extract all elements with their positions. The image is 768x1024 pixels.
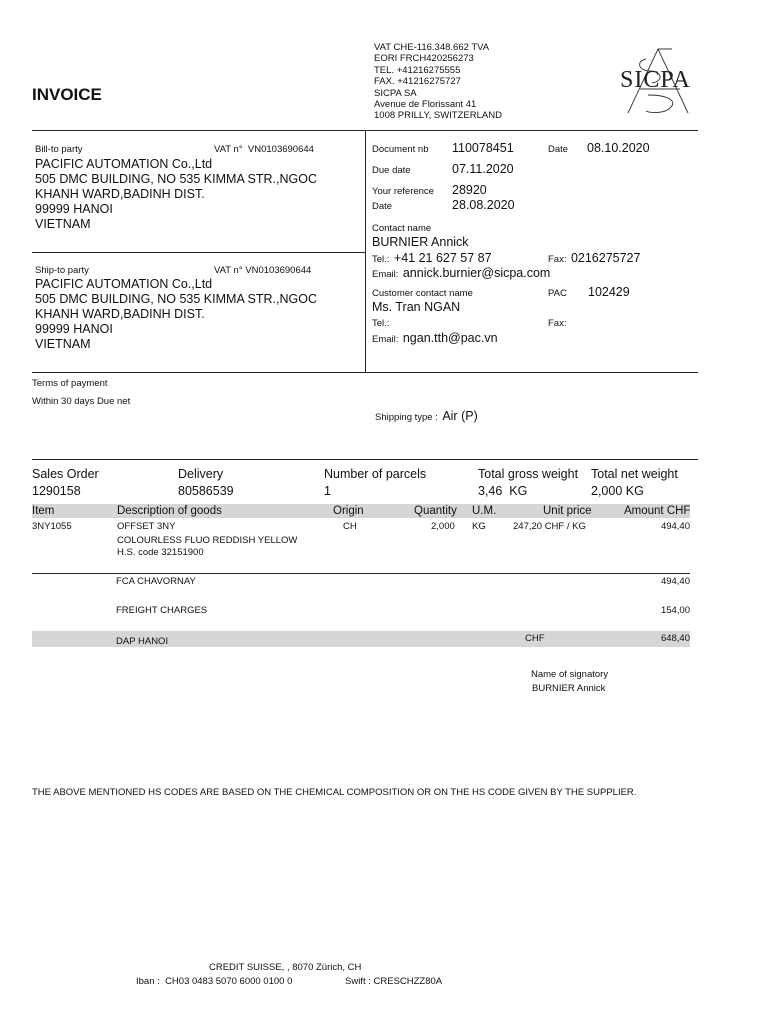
parcels-label: Number of parcels — [324, 467, 427, 481]
address-line: 99999 HANOI — [35, 202, 113, 216]
row-quantity: 2,000 — [431, 521, 455, 532]
address-line: 505 DMC BUILDING, NO 535 KIMMA STR.,NGOC — [35, 172, 318, 186]
ship-to-address — [35, 277, 317, 352]
bank-name: CREDIT SUISSE, , 8070 Zürich, CH — [209, 962, 362, 973]
company-vat: VAT CHE-116.348.662 TVA — [374, 42, 490, 53]
signatory-name: BURNIER Annick — [532, 683, 606, 694]
freight-label: FREIGHT CHARGES — [116, 605, 208, 616]
bill-to-address — [35, 157, 317, 232]
col-description: Description of goods — [117, 505, 222, 517]
terms-label: Terms of payment — [32, 378, 108, 389]
bank-swift — [345, 976, 442, 987]
customer-tel-label: Tel.: — [372, 318, 390, 329]
row-amount: 494,40 — [660, 521, 690, 532]
swift-label: Swift : — [345, 976, 371, 987]
parcels: 1 — [324, 484, 331, 498]
customer-email — [372, 329, 498, 347]
dap-label: DAP HANOI — [116, 636, 169, 647]
signatory-label: Name of signatory — [531, 669, 609, 680]
contact-email — [372, 264, 550, 282]
iban-value: CH03 0483 5070 6000 0100 0 — [165, 976, 293, 987]
doc-date: 08.10.2020 — [587, 141, 650, 155]
hs-code-note: THE ABOVE MENTIONED HS CODES ARE BASED ON THE CHEMICAL COMPOSITION OR ON THE HS CODE GIVEN BY THE SUPPLIER. — [32, 787, 637, 798]
page-title: INVOICE — [32, 85, 102, 104]
email-value[interactable]: ngan.tth@pac.vn — [402, 331, 498, 345]
bill-to-label: Bill-to party — [35, 144, 83, 155]
delivery: 80586539 — [178, 484, 234, 498]
vat-label: VAT n° — [214, 144, 243, 155]
company-name: SICPA SA — [374, 87, 417, 99]
tel-value: +41 21 627 57 87 — [393, 251, 492, 265]
due-date: 07.11.2020 — [452, 162, 514, 176]
row-desc-1: OFFSET 3NY — [117, 521, 176, 532]
shipping-label: Shipping type : — [375, 412, 438, 423]
fax-value: 0216275727 — [570, 251, 641, 265]
col-amount: Amount CHF — [624, 505, 691, 517]
email-value[interactable]: annick.burnier@sicpa.com — [402, 266, 551, 280]
gross-weight-value: 3,46 — [478, 484, 503, 498]
doc-nb: 110078451 — [452, 141, 514, 155]
address-line: KHANH WARD,BADINH DIST. — [35, 187, 205, 201]
row-origin: CH — [343, 521, 357, 532]
reference: 28920 — [452, 183, 487, 197]
gross-weight — [478, 484, 527, 498]
fax-label: Fax: — [548, 254, 567, 265]
address-line: VIETNAM — [35, 337, 91, 351]
gross-weight-label: Total gross weight — [478, 467, 579, 481]
vat-value: VN0103690644 — [247, 144, 314, 155]
delivery-label: Delivery — [178, 467, 224, 481]
shipping-value: Air (P) — [442, 409, 478, 423]
pac-label: PAC — [548, 288, 567, 299]
ship-to-label: Ship-to party — [35, 265, 89, 276]
col-um: U.M. — [472, 505, 497, 517]
col-quantity: Quantity — [414, 505, 457, 517]
sales-order-label: Sales Order — [32, 467, 99, 481]
fca-value: 494,40 — [660, 576, 690, 587]
iban-label: Iban : — [136, 976, 160, 987]
bill-to-vat — [214, 144, 314, 155]
net-weight: 2,000 KG — [591, 484, 644, 498]
row-item: 3NY1055 — [32, 521, 72, 532]
company-info — [374, 42, 502, 122]
logo-text: SICPA — [620, 67, 691, 93]
col-origin: Origin — [333, 505, 364, 517]
sales-order: 1290158 — [32, 484, 81, 498]
ship-to-vat — [214, 265, 311, 276]
email-label: Email: — [372, 269, 399, 280]
swift-value: CRESCHZZ80A — [373, 976, 443, 987]
contact-name: BURNIER Annick — [372, 235, 469, 249]
customer-contact-label: Customer contact name — [372, 288, 473, 299]
vat-value: VN0103690644 — [245, 265, 312, 276]
company-street: Avenue de Florissant 41 — [374, 99, 477, 111]
fca-label: FCA CHAVORNAY — [116, 576, 196, 587]
address-line: PACIFIC AUTOMATION Co.,Ltd — [35, 277, 213, 291]
address-line: 99999 HANOI — [35, 322, 113, 336]
party-bottom-divider — [32, 372, 698, 373]
reference-label: Your reference — [372, 186, 434, 197]
pac-value: 102429 — [588, 285, 630, 299]
customer-fax-label: Fax: — [548, 318, 567, 329]
doc-nb-label: Document nb — [372, 144, 429, 155]
company-tel: TEL. +41216275555 — [374, 64, 461, 76]
totals-divider — [32, 573, 690, 574]
total-value: 648,40 — [660, 633, 690, 644]
contact-fax — [548, 249, 640, 267]
shipping-type — [375, 407, 478, 425]
email-label: Email: — [372, 334, 399, 345]
address-line: 505 DMC BUILDING, NO 535 KIMMA STR.,NGOC — [35, 292, 318, 306]
row-unit-price: 247,20 CHF / KG — [513, 521, 586, 532]
gross-weight-unit: KG — [509, 484, 528, 498]
order-divider — [32, 459, 698, 460]
tel-label: Tel.: — [372, 254, 390, 265]
row-desc-2: COLOURLESS FLUO REDDISH YELLOW — [117, 535, 298, 546]
customer-contact-name: Ms. Tran NGAN — [372, 300, 461, 314]
due-date-label: Due date — [372, 165, 411, 176]
address-line: VIETNAM — [35, 217, 91, 231]
freight-value: 154,00 — [660, 605, 690, 616]
reference-date-label: Date — [372, 201, 393, 212]
date-label: Date — [548, 144, 569, 155]
address-line: KHANH WARD,BADINH DIST. — [35, 307, 205, 321]
reference-date: 28.08.2020 — [452, 198, 515, 212]
contact-label: Contact name — [372, 223, 432, 234]
col-unit-price: Unit price — [543, 505, 592, 517]
bank-iban — [136, 976, 292, 987]
row-um: KG — [472, 521, 486, 532]
company-fax: FAX. +41216275727 — [374, 76, 461, 88]
col-item: Item — [32, 505, 55, 517]
total-currency: CHF — [525, 633, 545, 644]
vat-label: VAT n° — [214, 265, 243, 276]
net-weight-label: Total net weight — [591, 467, 678, 481]
terms-value: Within 30 days Due net — [32, 396, 131, 407]
company-city: 1008 PRILLY, SWITZERLAND — [374, 110, 502, 122]
address-line: PACIFIC AUTOMATION Co.,Ltd — [35, 157, 213, 171]
sicpa-logo — [618, 45, 702, 117]
vertical-divider — [365, 130, 366, 373]
party-divider — [32, 252, 365, 253]
company-eori: EORI FRCH420256273 — [374, 53, 474, 65]
row-desc-3: H.S. code 32151900 — [117, 547, 204, 558]
